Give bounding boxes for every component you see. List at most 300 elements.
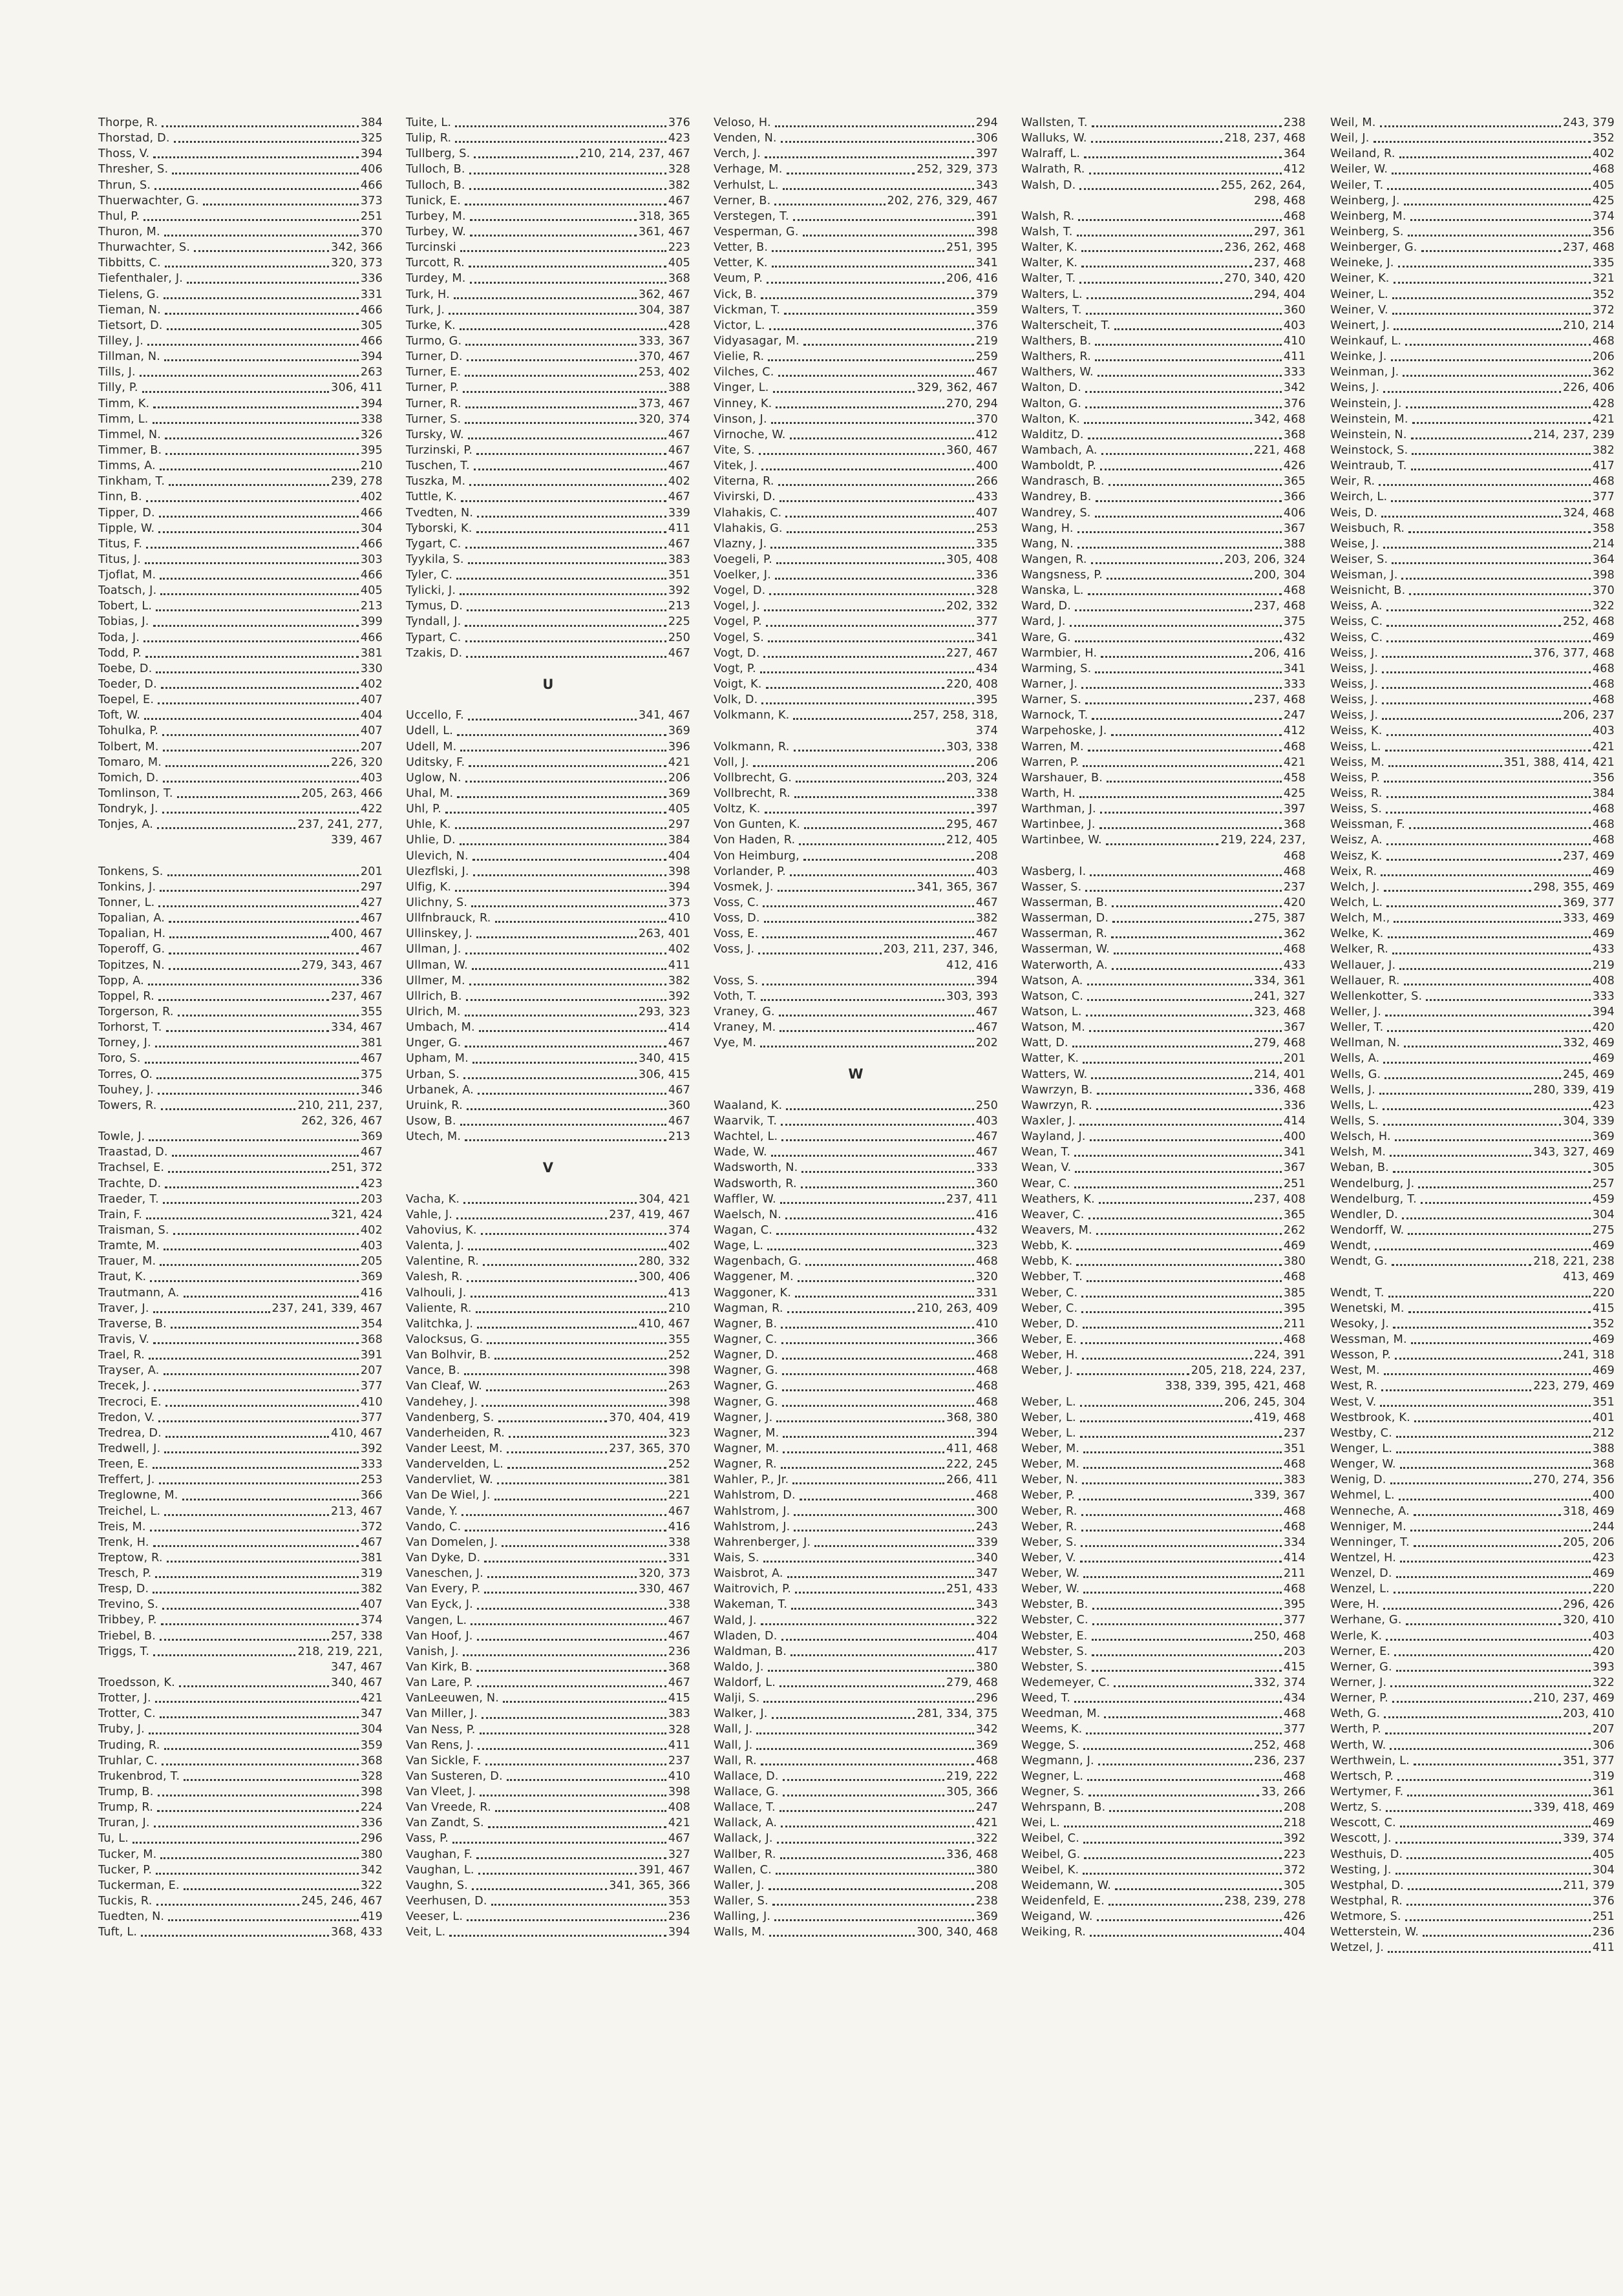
index-entry	[714, 1223, 998, 1238]
entry-name: Udell, M.	[406, 740, 457, 753]
entry-page-numbers: 420	[1592, 1021, 1615, 1035]
entry-page-numbers: 398	[668, 1364, 690, 1378]
entry-name: Weiss, M.	[1330, 755, 1385, 769]
entry-name: Wawrzyn, R.	[1021, 1099, 1093, 1112]
dot-leader	[1375, 1248, 1591, 1250]
entry-page-numbers: 333	[975, 1161, 998, 1175]
dot-leader	[778, 375, 974, 377]
entry-name: Tonkins, J.	[98, 880, 156, 894]
entry-page-numbers: 208	[1283, 1801, 1306, 1815]
index-entry	[1021, 739, 1306, 755]
entry-name: Weiner, K.	[1330, 272, 1390, 286]
index-entry	[98, 427, 383, 443]
entry-page-numbers: 225	[668, 615, 690, 629]
index-entry	[1330, 178, 1615, 193]
index-entry	[1021, 1129, 1306, 1144]
dot-leader	[498, 1420, 608, 1422]
entry-page-numbers: 251	[1592, 1910, 1615, 1924]
index-entry	[1021, 661, 1306, 677]
dot-leader	[143, 219, 359, 221]
entry-page-numbers: 368	[1592, 1458, 1615, 1471]
entry-name: Weed, T.	[1021, 1692, 1071, 1705]
entry-page-numbers: 255, 262, 264,	[1220, 178, 1306, 192]
index-entry	[1021, 598, 1306, 614]
entry-name: Wandrey, S.	[1021, 506, 1091, 520]
entry-name: Watson, A.	[1021, 974, 1083, 987]
entry-page-numbers: 347	[975, 1567, 998, 1581]
dot-leader	[478, 1873, 637, 1875]
entry-name: Uditsky, F.	[406, 755, 465, 769]
dot-leader	[142, 391, 329, 393]
dot-leader	[1414, 1420, 1591, 1422]
dot-leader	[1081, 1296, 1282, 1298]
index-entry	[1330, 567, 1615, 583]
dot-leader	[165, 1405, 359, 1407]
entry-page-numbers: 368	[668, 1660, 690, 1674]
dot-leader	[1409, 827, 1591, 829]
entry-name: Waggoner, K.	[714, 1286, 792, 1300]
entry-name: Udell, L.	[406, 724, 454, 738]
entry-page-numbers: 339	[975, 1535, 998, 1549]
entry-name: Weisbuch, R.	[1330, 521, 1405, 535]
entry-page-numbers: 405	[360, 584, 383, 598]
entry-name: Truding, R.	[98, 1738, 160, 1752]
entry-page-numbers: 304, 339	[1563, 1114, 1615, 1128]
index-entry	[406, 380, 690, 395]
index-column-3	[714, 115, 998, 1940]
index-entry	[98, 567, 383, 583]
entry-page-numbers: 329, 362, 467	[917, 381, 998, 395]
entry-page-numbers: 304	[1592, 1208, 1615, 1221]
entry-name: Toepel, E.	[98, 693, 154, 707]
index-entry	[406, 1472, 690, 1488]
index-entry	[98, 630, 383, 646]
index-entry	[1021, 1535, 1306, 1550]
entry-page-numbers: 351, 388, 414, 421	[1503, 755, 1615, 769]
entry-page-numbers: 374	[360, 1614, 383, 1627]
index-entry	[406, 1410, 690, 1426]
index-entry	[98, 146, 383, 162]
index-entry	[1021, 1924, 1306, 1940]
entry-page-numbers: 467	[668, 646, 690, 660]
entry-name: Turner, D.	[406, 350, 463, 364]
entry-name: Welsch, H.	[1330, 1130, 1391, 1144]
entry-name: Timmer, B.	[98, 443, 162, 457]
entry-page-numbers: 402	[1592, 147, 1615, 161]
index-entry	[406, 178, 690, 193]
dot-leader	[1087, 999, 1252, 1001]
index-entry	[406, 942, 690, 957]
index-entry	[406, 1566, 690, 1581]
dot-leader	[1401, 578, 1590, 580]
entry-page-numbers: 340, 415	[639, 1052, 690, 1066]
entry-page-numbers: 263	[360, 366, 383, 379]
entry-page-numbers: 392	[360, 1442, 383, 1455]
dot-leader	[1392, 1264, 1532, 1266]
entry-page-numbers: 341	[975, 257, 998, 270]
index-entry	[406, 583, 690, 598]
index-entry	[1330, 1519, 1615, 1535]
entry-page-numbers: 333	[1283, 366, 1306, 379]
entry-page-numbers: 410	[975, 1317, 998, 1331]
entry-page-numbers: 333	[1592, 989, 1615, 1003]
entry-page-numbers: 421	[668, 1817, 690, 1830]
dot-leader	[1087, 984, 1253, 985]
entry-page-numbers: 469	[1592, 631, 1615, 644]
entry-page-numbers: 201	[360, 865, 383, 878]
entry-page-numbers: 210, 214	[1563, 319, 1615, 332]
index-entry	[406, 364, 690, 380]
entry-name: Vogel, J.	[714, 600, 761, 613]
entry-page-numbers: 338	[975, 787, 998, 801]
dot-leader	[1400, 1561, 1591, 1563]
index-entry	[406, 1924, 690, 1940]
entry-page-numbers: 281, 334, 375	[917, 1707, 998, 1721]
index-entry	[1021, 1550, 1306, 1566]
index-entry	[714, 817, 998, 832]
entry-page-numbers: 416	[360, 1286, 383, 1300]
entry-name: Weiss, R.	[1330, 787, 1383, 801]
entry-name: Turner, R.	[406, 397, 461, 410]
dot-leader	[798, 1280, 974, 1282]
entry-name: Tuckerman, E.	[98, 1879, 180, 1892]
entry-name: Watson, M.	[1021, 1021, 1085, 1035]
index-entry	[98, 723, 383, 739]
entry-page-numbers: 415	[1283, 1660, 1306, 1674]
entry-name: Weibel, K.	[1021, 1863, 1079, 1877]
index-entry	[406, 1722, 690, 1738]
entry-page-numbers: 410	[360, 1395, 383, 1409]
entry-page-numbers: 321	[1592, 272, 1615, 286]
entry-name: Weaver, C.	[1021, 1208, 1085, 1221]
entry-name: Wagner, G.	[714, 1364, 778, 1378]
dot-leader	[1386, 812, 1591, 814]
dot-leader	[1386, 843, 1591, 845]
dot-leader	[1386, 1810, 1531, 1812]
entry-name: Thuerwachter, G.	[98, 194, 199, 207]
index-entry	[1021, 1722, 1306, 1737]
index-entry	[714, 1301, 998, 1316]
entry-page-numbers: 370, 404, 419	[609, 1411, 690, 1424]
entry-name: Wean, T.	[1021, 1146, 1071, 1159]
index-entry	[98, 958, 383, 973]
index-entry	[1021, 1347, 1306, 1363]
dot-leader	[158, 531, 359, 533]
entry-name: Welsh, M.	[1330, 1146, 1386, 1159]
entry-page-numbers: 467	[668, 1832, 690, 1846]
dot-leader	[478, 1093, 666, 1095]
index-entry	[98, 661, 383, 677]
index-entry	[1330, 583, 1615, 598]
dot-leader	[150, 1280, 358, 1282]
index-entry	[1330, 1144, 1615, 1160]
index-entry	[714, 1004, 998, 1020]
dot-leader	[1408, 1311, 1591, 1313]
entry-page-numbers: 467	[975, 927, 998, 941]
index-entry	[1021, 1644, 1306, 1659]
dot-leader	[160, 1716, 359, 1718]
dot-leader	[486, 1389, 666, 1391]
entry-page-numbers: 411	[1283, 350, 1306, 364]
entry-name: Weins, J.	[1330, 381, 1380, 395]
entry-name: Weisz, K.	[1330, 849, 1383, 863]
index-entry	[406, 646, 690, 661]
entry-page-numbers: 423	[1592, 1099, 1615, 1112]
entry-page-numbers: 392	[668, 584, 690, 598]
entry-page-numbers: 425	[1592, 194, 1615, 207]
entry-page-numbers: 213	[668, 1130, 690, 1144]
index-entry	[714, 1285, 998, 1301]
entry-name: Webster, B.	[1021, 1598, 1088, 1612]
entry-page-numbers: 369	[975, 1738, 998, 1752]
entry-page-numbers: 341	[975, 631, 998, 644]
dot-leader	[153, 406, 359, 408]
entry-page-numbers: 403	[1592, 724, 1615, 738]
entry-name: Walter, T.	[1021, 272, 1076, 286]
dot-leader	[1086, 313, 1282, 315]
entry-page-numbers: 403	[975, 865, 998, 878]
entry-page-numbers: 333	[1283, 678, 1306, 691]
index-entry	[1021, 1316, 1306, 1332]
dot-leader	[776, 562, 944, 564]
entry-name: Warnock, T.	[1021, 709, 1088, 722]
entry-page-numbers: 467	[668, 428, 690, 441]
index-entry	[406, 724, 690, 739]
entry-name: Tills, J.	[98, 366, 136, 379]
index-entry	[98, 1363, 383, 1378]
dot-leader	[780, 1202, 944, 1204]
entry-name: VanLeeuwen, N.	[406, 1692, 499, 1705]
index-entry	[406, 521, 690, 536]
dot-leader	[1414, 1514, 1561, 1516]
index-entry	[406, 958, 690, 973]
entry-name: Wawrzyn, B.	[1021, 1083, 1093, 1097]
entry-page-numbers: 263, 401	[639, 927, 690, 941]
entry-page-numbers: 359	[975, 303, 998, 317]
entry-name: Wendorff, W.	[1330, 1223, 1405, 1237]
entry-page-numbers: 373	[360, 194, 383, 207]
entry-name: Vye, M.	[714, 1037, 757, 1050]
index-entry	[98, 380, 383, 395]
entry-name: Wangen, R.	[1021, 553, 1087, 566]
dot-leader	[758, 953, 881, 954]
entry-page-numbers: 376	[668, 116, 690, 129]
entry-name: Volkmann, R.	[714, 740, 790, 753]
entry-page-numbers: 394	[668, 880, 690, 894]
index-entry	[1021, 1831, 1306, 1846]
dot-leader	[477, 1608, 666, 1610]
entry-name: Wartinbee, J.	[1021, 818, 1096, 832]
entry-name: Walker, J.	[714, 1707, 768, 1721]
index-column-2	[406, 115, 690, 1940]
dot-leader	[775, 125, 974, 127]
entry-page-numbers: 300, 406	[639, 1270, 690, 1284]
dot-leader	[803, 235, 974, 237]
index-entry	[406, 1051, 690, 1066]
entry-name: Westphal, R.	[1330, 1895, 1403, 1908]
entry-name: Vollbrecht, G.	[714, 771, 792, 785]
index-entry	[98, 1722, 383, 1737]
dot-leader	[761, 469, 974, 470]
entry-name: Typart, C.	[406, 631, 461, 644]
index-entry	[406, 1378, 690, 1394]
index-entry	[1330, 1815, 1615, 1831]
dot-leader	[1400, 1826, 1591, 1827]
dot-leader	[1399, 1499, 1591, 1501]
entry-page-numbers: 202	[975, 1037, 998, 1050]
entry-name: Warner, S.	[1021, 693, 1082, 707]
entry-page-numbers: 251	[360, 209, 383, 223]
entry-page-numbers: 294, 404	[1254, 288, 1306, 301]
entry-page-numbers: 467	[668, 459, 690, 473]
entry-page-numbers: 275	[1592, 1223, 1615, 1237]
entry-name: Verstegen, T.	[714, 209, 789, 223]
entry-page-numbers: 237, 468	[1563, 241, 1615, 255]
entry-name: Walsh, R.	[1021, 209, 1075, 223]
entry-name: Weban, B.	[1330, 1161, 1389, 1175]
dot-leader	[1092, 1639, 1252, 1641]
entry-name: Tohulka, P.	[98, 724, 159, 738]
entry-name: Weiss, J.	[1330, 662, 1379, 675]
dot-leader	[1070, 625, 1282, 627]
index-entry	[1330, 1410, 1615, 1426]
index-entry	[98, 396, 383, 412]
entry-page-numbers: 366	[360, 1489, 383, 1502]
dot-leader	[1100, 469, 1282, 470]
dot-leader	[153, 1311, 270, 1313]
index-entry	[714, 178, 998, 193]
entry-page-numbers: 211	[1283, 1567, 1306, 1581]
entry-name: Welch, L.	[1330, 896, 1383, 910]
index-entry	[1021, 1706, 1306, 1722]
index-entry	[1330, 1472, 1615, 1488]
dot-leader	[1096, 1233, 1282, 1235]
entry-page-numbers: 203	[360, 1192, 383, 1206]
entry-page-numbers: 467	[360, 943, 383, 956]
entry-page-numbers: 279, 343, 467	[301, 958, 383, 972]
entry-name: Weber, W.	[1021, 1567, 1080, 1581]
dot-leader	[158, 702, 359, 704]
dot-leader	[1398, 266, 1591, 268]
entry-page-numbers: 328	[668, 1723, 690, 1736]
index-entry	[714, 146, 998, 162]
entry-name: Voss, C.	[714, 896, 759, 910]
index-entry	[1021, 973, 1306, 989]
index-entry	[714, 1800, 998, 1815]
index-entry	[1330, 1176, 1615, 1192]
index-entry	[1330, 1223, 1615, 1238]
entry-page-numbers: 367	[1283, 521, 1306, 535]
entry-name: Weber, M.	[1021, 1442, 1080, 1455]
index-entry	[406, 209, 690, 224]
entry-page-numbers: 412	[1283, 163, 1306, 176]
entry-page-numbers: 370	[975, 412, 998, 426]
index-entry	[1021, 1020, 1306, 1035]
dot-leader	[781, 1639, 974, 1641]
index-entry	[1021, 458, 1306, 474]
entry-page-numbers: 33, 266	[1261, 1785, 1306, 1799]
entry-page-numbers: 427	[360, 896, 383, 910]
entry-page-numbers: 468	[975, 1395, 998, 1409]
dot-leader	[1411, 437, 1532, 439]
entry-page-numbers: 237	[668, 1754, 690, 1767]
entry-page-numbers: 237	[1283, 880, 1306, 894]
entry-name: Van Sickle, F.	[406, 1754, 482, 1767]
index-entry	[98, 1690, 383, 1706]
dot-leader	[162, 812, 359, 814]
index-entry	[1021, 1628, 1306, 1644]
index-entry	[406, 1519, 690, 1535]
dot-leader	[1104, 1716, 1281, 1718]
entry-page-numbers: 433	[1592, 943, 1615, 956]
dot-leader	[767, 282, 944, 284]
dot-leader	[1084, 156, 1282, 158]
index-entry	[714, 1847, 998, 1862]
dot-leader	[787, 173, 915, 174]
dot-leader	[790, 437, 974, 439]
entry-page-numbers: 319	[360, 1567, 383, 1581]
entry-name: Van Ness, P.	[406, 1723, 476, 1736]
entry-page-numbers: 365	[1283, 475, 1306, 489]
index-entry	[98, 1035, 383, 1051]
index-entry	[406, 832, 690, 848]
entry-name: Tygart, C.	[406, 537, 461, 551]
index-entry	[406, 1613, 690, 1628]
dot-leader	[1075, 1171, 1282, 1173]
entry-name: Wendelburg, J.	[1330, 1177, 1415, 1190]
entry-page-numbers: 467	[975, 896, 998, 910]
dot-leader	[782, 1373, 974, 1375]
dot-leader	[761, 702, 973, 704]
index-entry	[1021, 1784, 1306, 1800]
entry-name: Wagman, R.	[714, 1301, 783, 1315]
index-entry	[714, 1192, 998, 1207]
index-entry	[98, 864, 383, 879]
entry-name: Tullberg, S.	[406, 147, 471, 161]
dot-leader	[473, 874, 666, 876]
entry-name: Ulrich, M.	[406, 1006, 461, 1019]
entry-name: Tymus, D.	[406, 600, 463, 613]
index-entry	[98, 911, 383, 926]
entry-page-numbers: 203, 410	[1563, 1707, 1615, 1721]
entry-page-numbers: 335	[1592, 257, 1615, 270]
index-entry	[1021, 926, 1306, 942]
entry-page-numbers: 208	[975, 1879, 998, 1892]
entry-page-numbers: 469	[1592, 865, 1615, 878]
entry-name: Watson, C.	[1021, 989, 1084, 1003]
index-entry	[714, 942, 998, 957]
dot-leader	[1392, 173, 1591, 174]
entry-page-numbers: 368, 433	[331, 1926, 383, 1939]
entry-name: Trecroci, E.	[98, 1395, 162, 1409]
entry-page-numbers: 318, 469	[1563, 1504, 1615, 1518]
entry-name: Weinberg, J.	[1330, 194, 1400, 207]
entry-name: Werner, E.	[1330, 1645, 1391, 1658]
entry-name: Thoss, V.	[98, 147, 150, 161]
dot-leader	[167, 874, 359, 876]
entry-name: Thorstad, D.	[98, 132, 170, 145]
entry-name: Wean, V.	[1021, 1161, 1072, 1175]
entry-name: Verhulst, L.	[714, 178, 779, 192]
index-entry	[98, 115, 383, 131]
entry-page-numbers: 468	[1283, 1504, 1306, 1518]
dot-leader	[1390, 1748, 1590, 1750]
index-entry	[1021, 1488, 1306, 1503]
entry-name: Wasserman, W.	[1021, 943, 1110, 956]
index-entry	[98, 1457, 383, 1472]
index-entry	[98, 1347, 383, 1363]
dot-leader	[799, 843, 944, 845]
